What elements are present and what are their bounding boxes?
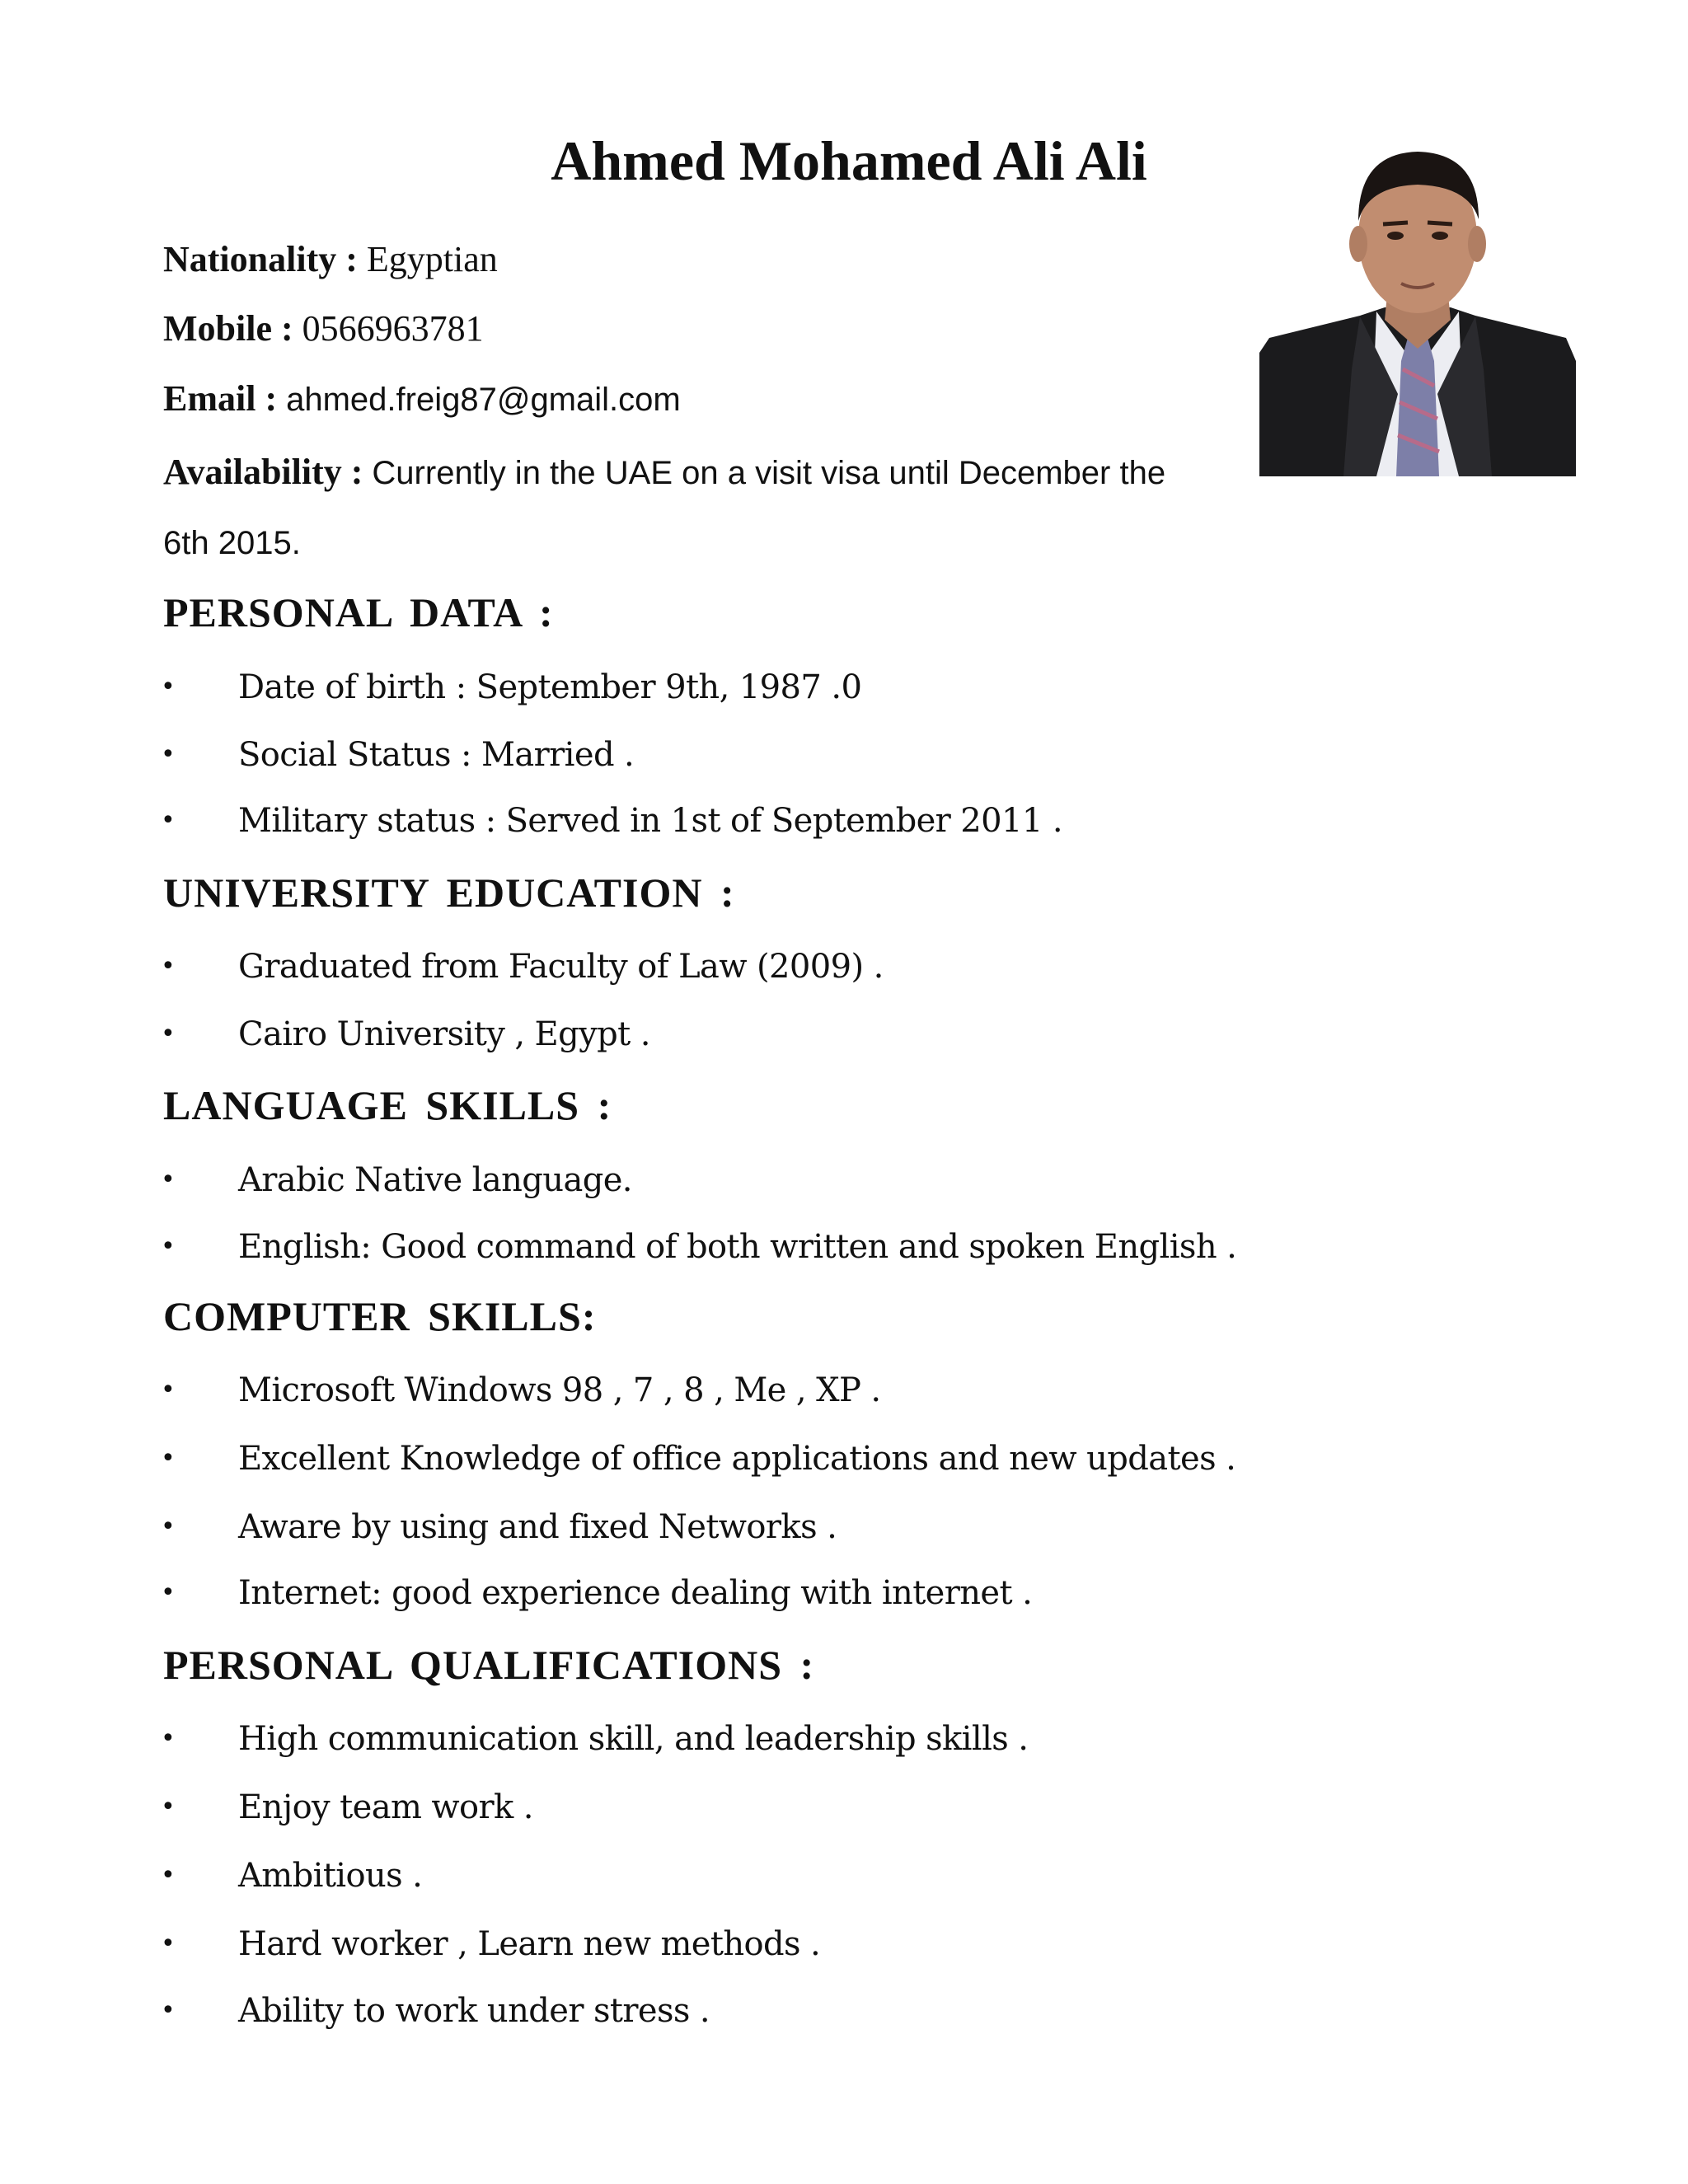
list-item: • English: Good command of both written and spoken English .: [161, 1221, 1315, 1273]
bullet-icon: •: [161, 1861, 176, 1890]
section-heading-university-education: UNIVERSITY EDUCATION :: [163, 869, 735, 916]
person-portrait-photo: [1253, 122, 1582, 551]
list-item: • Aware by using and fixed Networks .: [161, 1501, 1315, 1554]
bullet-icon: •: [161, 952, 176, 981]
list-item: • Ability to work under stress .: [161, 1985, 1315, 2037]
bullet-icon: •: [161, 1512, 176, 1541]
list-item: • Enjoy team work .: [161, 1781, 1315, 1834]
list-item: • Social Status : Married .: [161, 729, 1315, 781]
bullet-icon: •: [161, 1724, 176, 1753]
candidate-name: Ahmed Mohamed Ali Ali: [551, 129, 1147, 192]
list-item: • Graduated from Faculty of Law (2009) .: [161, 940, 1315, 993]
bullet-icon: •: [161, 1019, 176, 1048]
bullet-icon: •: [161, 1444, 176, 1473]
list-item: • Microsoft Windows 98 , 7 , 8 , Me , XP .: [161, 1364, 1315, 1417]
list-item: • Ambitious .: [161, 1849, 1315, 1902]
section-heading-computer-skills: COMPUTER SKILLS:: [163, 1293, 597, 1339]
nationality-value: Egyptian: [366, 239, 498, 279]
email-label: Email :: [163, 378, 278, 419]
availability-value: Currently in the UAE on a visit visa until December the: [372, 455, 1166, 491]
list-item: • High communication skill, and leadership skills .: [161, 1713, 1315, 1765]
availability-line: [163, 448, 1165, 498]
bullet-icon: •: [161, 1996, 176, 2025]
bullet-icon: •: [161, 806, 176, 835]
email-value[interactable]: ahmed.freig87@gmail.com: [286, 382, 681, 418]
section-heading-personal-data: PERSONAL DATA :: [163, 589, 554, 635]
mobile-line: [163, 304, 484, 354]
section-heading-language-skills: LANGUAGE SKILLS :: [163, 1082, 612, 1128]
list-item: • Excellent Knowledge of office applications and new updates .: [161, 1432, 1315, 1485]
bullet-icon: •: [161, 673, 176, 701]
mobile-value: 0566963781: [302, 308, 484, 349]
list-item: • Internet: good experience dealing with internet .: [161, 1567, 1315, 1619]
availability-label: Availability :: [163, 452, 363, 492]
bullet-icon: •: [161, 1929, 176, 1958]
availability-value-continued: 6th 2015.: [163, 525, 301, 561]
mobile-label: Mobile :: [163, 308, 293, 349]
list-item: • Hard worker , Learn new methods .: [161, 1918, 1315, 1971]
bullet-icon: •: [161, 1578, 176, 1607]
nationality-line: [163, 235, 498, 284]
list-item: • Date of birth : September 9th, 1987 .0: [161, 661, 1315, 714]
bullet-icon: •: [161, 740, 176, 769]
section-heading-personal-qualifications: PERSONAL QUALIFICATIONS :: [163, 1642, 815, 1688]
bullet-icon: •: [161, 1165, 176, 1194]
bullet-icon: •: [161, 1793, 176, 1821]
bullet-icon: •: [161, 1376, 176, 1404]
list-item: • Arabic Native language.: [161, 1154, 1315, 1207]
list-item: • Cairo University , Egypt .: [161, 1008, 1315, 1061]
nationality-label: Nationality :: [163, 239, 358, 279]
availability-line-2: [163, 518, 301, 568]
bullet-icon: •: [161, 1232, 176, 1261]
list-item: • Military status : Served in 1st of September 2011 .: [161, 794, 1315, 847]
email-line: [163, 374, 681, 424]
